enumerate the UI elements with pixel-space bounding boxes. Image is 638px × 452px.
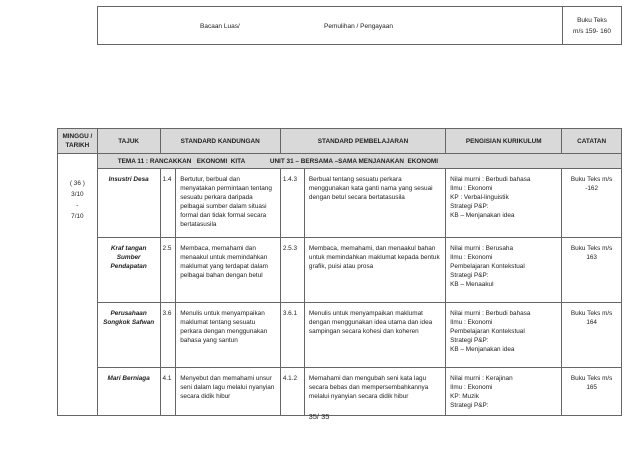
column-header-row xyxy=(58,129,622,154)
row-pk xyxy=(446,238,562,303)
row-sk-number: 1.4 xyxy=(160,169,176,238)
row-sk-text: Membaca, memahami dan menaakul untuk memindahkan maklumat yang terdapat dalam pelbagai bahan dengan betul xyxy=(176,238,281,303)
row-catatan: Buku Teks m/s 163 xyxy=(562,238,622,303)
pk-line: Ilmu : Ekonomi xyxy=(450,384,493,391)
header-mid-label: Pemulihan / Pengayaan xyxy=(324,23,394,30)
row-catatan: Buku Teks m/s -162 xyxy=(562,169,622,238)
row-tajuk: Mari Berniaga xyxy=(97,368,160,416)
row-sk-text: Menulis untuk menyampaikan maklumat tentang sesuatu perkara dengan menggunakan bahasa yang santun xyxy=(176,303,281,368)
row-tajuk: Perusahaan Songkok Safwan xyxy=(97,303,160,368)
row-sp-text: Memahami dan mengubah seni kata lagu secara bebas dan mempersembahkannya melalui nyanyian secara didik hibur xyxy=(304,368,445,416)
col-sp: STANDARD PEMBELAJARAN xyxy=(280,129,445,154)
theme-title: TEMA 11 : RANCAKKAN EKONOMI KITA UNIT 31 – BERSAMA –SAMA MENJANAKAN EKONOMI xyxy=(97,154,621,169)
pk-line: Nilai murni : Berbudi bahasa xyxy=(450,310,531,317)
row-tajuk: Insustri Desa xyxy=(97,169,160,238)
row-pk xyxy=(446,303,562,368)
page-number: 35/ 35 xyxy=(308,412,330,421)
theme-row xyxy=(58,154,622,169)
row-catatan: Buku Teks m/s 164 xyxy=(562,303,622,368)
col-minggu: MINGGU / TARIKH xyxy=(58,129,98,154)
pk-line: Strategi P&P: xyxy=(450,337,489,344)
row-sp-number: 3.6.1 xyxy=(280,303,304,368)
row-pk xyxy=(446,169,562,238)
pk-line: Ilmu : Ekonomi xyxy=(450,185,493,192)
row-sp-text: Menulis untuk menyampaikan maklumat dengan menggunakan idea utama dan idea sampingan secara kohesi dan koheren xyxy=(304,303,445,368)
row-catatan: Buku Teks m/s 165 xyxy=(562,368,622,416)
pk-line: Pembelajaran Kontekstual xyxy=(450,328,525,335)
row-sp-number: 4.1.2 xyxy=(280,368,304,416)
row-tajuk: Kraf tangan Sumber Pendapatan xyxy=(97,238,160,303)
row-sp-text: Membaca, memahami, dan menaakul bahan untuk memindahkan maklumat kepada bentuk grafik, puisi atau prosa xyxy=(304,238,445,303)
week-cell xyxy=(58,154,98,416)
row-sp-text: Berbual tentang sesuatu perkara menggunakan kata ganti nama yang sesuai dengan betul secara bertatasusila xyxy=(304,169,445,238)
row-sp-number: 2.5.3 xyxy=(280,238,304,303)
row-sk-number: 4.1 xyxy=(160,368,176,416)
lesson-plan-table xyxy=(57,128,622,416)
pk-line: KB – Menjanakan idea xyxy=(450,346,515,353)
pk-line: Strategi P&P: xyxy=(450,203,489,210)
row-sk-number: 2.5 xyxy=(160,238,176,303)
table-row xyxy=(58,303,622,368)
col-sk: STANDARD KANDUNGAN xyxy=(160,129,280,154)
col-pk: PENGISIAN KURIKULUM xyxy=(446,129,562,154)
col-tajuk: TAJUK xyxy=(97,129,160,154)
week-dash: - xyxy=(76,202,79,209)
table-row xyxy=(58,169,622,238)
pk-line: Ilmu : Ekonomi xyxy=(450,254,493,261)
week-number: ( 36 ) xyxy=(69,180,85,187)
header-reference-cell xyxy=(563,7,622,45)
header-table xyxy=(97,6,622,45)
pk-line: Nilai murni : Kerajinan xyxy=(450,375,513,382)
pk-line: Strategi P&P: xyxy=(450,272,489,279)
row-sp-number: 1.4.3 xyxy=(280,169,304,238)
header-left-label: Bacaan Luas/ xyxy=(200,23,240,30)
table-row xyxy=(58,368,622,416)
pk-line: KP : Verbal-linguistik xyxy=(450,194,509,201)
pk-line: Strategi P&P: xyxy=(450,402,489,409)
row-pk xyxy=(446,368,562,416)
pk-line: KP: Muzik xyxy=(450,393,479,400)
row-sk-text: Bertutur, berbual dan menyatakan permintaan tentang sesuatu perkara daripada pelbagai sumber dalam situasi formal dan tidak formal secara bertatasusila xyxy=(176,169,281,238)
header-ref-line1: Buku Teks xyxy=(577,16,607,24)
pk-line: Nilai murni : Berusaha xyxy=(450,245,514,252)
pk-line: Nilai murni : Berbudi bahasa xyxy=(450,176,531,183)
week-to: 7/10 xyxy=(71,213,84,220)
row-sk-text: Menyebut dan memahami unsur seni dalam lagu melalui nyanyian secara didik hibur xyxy=(176,368,281,416)
pk-line: Ilmu : Ekonomi xyxy=(450,319,493,326)
col-catatan: CATATAN xyxy=(562,129,622,154)
header-ref-line2: m/s 159- 160 xyxy=(573,27,611,35)
pk-line: KB – Menaakul xyxy=(450,281,494,288)
row-sk-number: 3.6 xyxy=(160,303,176,368)
pk-line: Pembelajaran Kontekstual xyxy=(450,263,525,270)
week-from: 3/10 xyxy=(71,191,84,198)
header-cell xyxy=(98,7,563,45)
pk-line: KB – Menjanakan idea xyxy=(450,212,515,219)
table-row xyxy=(58,238,622,303)
